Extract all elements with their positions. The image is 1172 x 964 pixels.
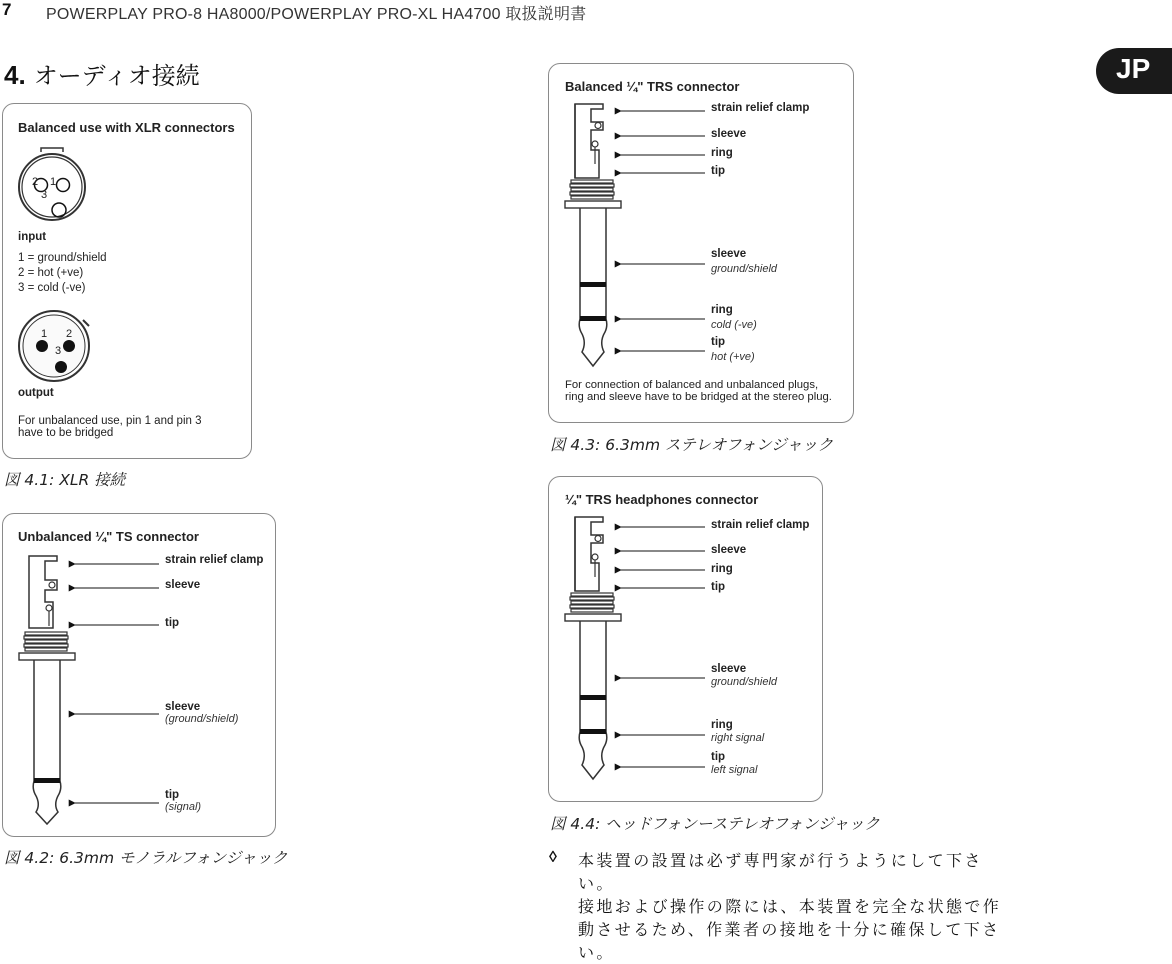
- figure-4-4-caption: 図 4.4: ヘッドフォンーステレオフォンジャック: [550, 815, 880, 833]
- ts-sleeve-plug-sub: (ground/shield): [165, 713, 239, 725]
- ts-tip-label: tip: [165, 617, 180, 629]
- xlr-figure-box: [2, 103, 252, 459]
- trs-headphones-sleeve-plug-sub: ground/shield: [711, 676, 778, 688]
- xlr-figure-title: Balanced use with XLR connectors: [18, 120, 235, 135]
- ts-sleeve-label: sleeve: [165, 579, 201, 591]
- language-tab-label: JP: [1116, 53, 1151, 84]
- xlr-input-label: input: [18, 231, 47, 243]
- xlr-note-line-1: For unbalanced use, pin 1 and pin 3: [18, 415, 202, 427]
- xlr-unbalanced-note: [18, 415, 202, 439]
- trs-balanced-strain-label: strain relief clamp: [711, 102, 810, 114]
- trs-headphones-sleeve-label: sleeve: [711, 544, 747, 556]
- section-number: 4.: [4, 60, 26, 90]
- figure-4-3-caption: 図 4.3: 6.3mm ステレオフォンジャック: [550, 436, 833, 454]
- trs-balanced-ring-plug-sub: cold (-ve): [711, 319, 757, 331]
- xlr-note-line-2: have to be bridged: [18, 427, 114, 439]
- trs-balanced-tip-plug-label: tip: [711, 336, 726, 348]
- ts-figure-box: [2, 513, 276, 837]
- figure-4-2-caption: 図 4.2: 6.3mm モノラルフォンジャック: [4, 849, 288, 867]
- trs-balanced-figure-title: Balanced ¼" TRS connector: [565, 79, 740, 94]
- trs-balanced-note: [565, 379, 832, 403]
- warning-line-2: 接地および操作の際には、本装置を完全な状態で作: [578, 897, 1002, 916]
- trs-headphones-figure-box: [548, 476, 823, 802]
- xlr-output-pin-1-number: 1: [41, 328, 48, 340]
- ts-tip-plug-label: tip: [165, 789, 180, 801]
- trs-balanced-arrows: [549, 64, 853, 422]
- ts-sleeve-plug-label: sleeve: [165, 701, 201, 713]
- trs-balanced-sleeve-plug-label: sleeve: [711, 248, 747, 260]
- language-tab: [1096, 48, 1172, 94]
- xlr-pin-2: 2 = hot (+ve): [18, 267, 84, 279]
- xlr-input-pin-2-number: 2: [32, 176, 39, 188]
- trs-balanced-note-line-1: For connection of balanced and unbalanced plugs,: [565, 379, 819, 391]
- warning-line-3: 動させるため、作業者の接地を十分に確保して下さ: [578, 920, 1001, 939]
- warning-bullet-icon: ◊: [549, 849, 557, 866]
- trs-headphones-tip-plug-label: tip: [711, 751, 726, 763]
- xlr-output-pin-2-number: 2: [66, 328, 73, 340]
- trs-headphones-tip-plug-sub: left signal: [711, 764, 758, 776]
- trs-headphones-ring-plug-label: ring: [711, 719, 733, 731]
- xlr-input-pin-1-number: 1: [50, 176, 57, 188]
- ts-figure-title: Unbalanced ¼" TS connector: [18, 529, 199, 544]
- xlr-output-pin-3-number: 3: [55, 345, 62, 357]
- xlr-pin-legend: [18, 251, 107, 296]
- warning-line-1: 本装置の設置は必ず専門家が行うようにして下さい。: [578, 851, 983, 893]
- ts-tip-plug-sub: (signal): [165, 801, 202, 813]
- xlr-input-pin-3-number: 3: [41, 189, 48, 201]
- trs-headphones-sleeve-plug-label: sleeve: [711, 663, 747, 675]
- running-title: POWERPLAY PRO-8 HA8000/POWERPLAY PRO-XL HA4700 取扱説明書: [46, 6, 587, 23]
- trs-balanced-ring-plug-label: ring: [711, 304, 733, 316]
- installation-warning: [578, 849, 1018, 964]
- trs-balanced-sleeve-plug-sub: ground/shield: [711, 263, 778, 275]
- section-heading: [4, 56, 200, 91]
- page-number: 7: [2, 0, 12, 19]
- trs-balanced-figure-box: [548, 63, 854, 423]
- trs-balanced-note-line-2: ring and sleeve have to be bridged at the stereo plug.: [565, 391, 832, 403]
- figure-4-1-caption: 図 4.1: XLR 接続: [4, 471, 126, 489]
- trs-balanced-tip-label: tip: [711, 165, 726, 177]
- trs-balanced-ring-label: ring: [711, 147, 733, 159]
- trs-balanced-tip-plug-sub: hot (+ve): [711, 351, 755, 363]
- section-title: オーディオ接続: [33, 62, 200, 90]
- warning-line-4: い。: [578, 943, 615, 962]
- trs-headphones-tip-label: tip: [711, 581, 726, 593]
- trs-headphones-strain-label: strain relief clamp: [711, 519, 810, 531]
- xlr-output-label: output: [18, 387, 54, 399]
- xlr-pin-3: 3 = cold (-ve): [18, 282, 86, 294]
- xlr-pin-1: 1 = ground/shield: [18, 252, 107, 264]
- trs-headphones-ring-label: ring: [711, 563, 733, 575]
- trs-headphones-figure-title: ¼" TRS headphones connector: [565, 492, 759, 507]
- trs-headphones-ring-plug-sub: right signal: [711, 732, 765, 744]
- ts-strain-relief-label: strain relief clamp: [165, 554, 264, 566]
- trs-balanced-sleeve-label: sleeve: [711, 128, 747, 140]
